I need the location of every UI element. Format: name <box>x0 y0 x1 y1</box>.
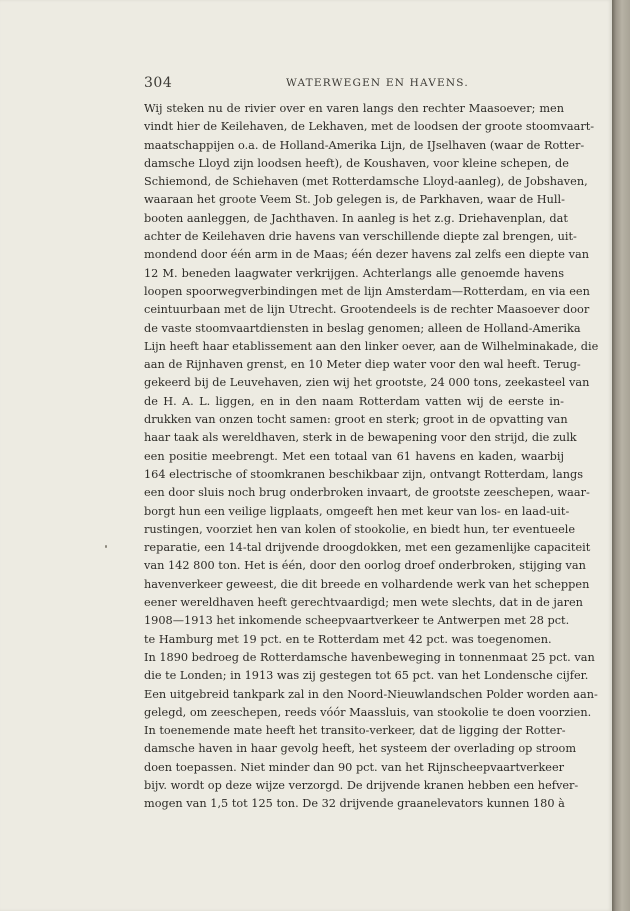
text-line: ceintuurbaan met de lijn Utrecht. Grootendeels is de rechter Maasoever door <box>144 303 590 317</box>
text-line: een door sluis noch brug onderbroken invaart, de grootste zeeschepen, waar- <box>144 486 590 500</box>
text-line: een positie meebrengt. Met een totaal van 61 havens en kaden, waarbij <box>144 449 564 463</box>
text-line: In toenemende mate heeft het transito-verkeer, dat de ligging der Rotter- <box>144 724 566 738</box>
text-line: mondend door één arm in de Maas; één dezer havens zal zelfs een diepte van <box>144 248 589 262</box>
text-line: gekeerd bij de Leuvehaven, zien wij het grootste, 24 000 tons, zeekasteel van <box>144 376 590 390</box>
text-line: te Hamburg met 19 pct. en te Rotterdam met 42 pct. was toegenomen. <box>144 632 552 646</box>
text-line: doen toepassen. Niet minder dan 90 pct. van het Rijnscheepvaartverkeer <box>144 760 565 774</box>
text-line: rustingen, voorziet hen van kolen of stookolie, en biedt hun, ter eventueele <box>144 522 576 536</box>
text-line: reparatie, een 14-tal drijvende droogdokken, met een gezamenlijke capaciteit <box>144 541 591 555</box>
book-spine-edge <box>612 0 630 911</box>
text-line: 164 electrische of stoomkranen beschikbaar zijn, ontvangt Rotterdam, langs <box>144 467 584 481</box>
text-line: eener wereldhaven heeft gerechtvaardigd; men wete slechts, dat in de jaren <box>144 596 583 610</box>
text-line: de vaste stoomvaartdiensten in beslag genomen; alleen de Holland-Amerika <box>144 321 581 335</box>
paper-speck <box>105 545 107 548</box>
text-line: maatschappijen o.a. de Holland-Amerika Lijn, de IJselhaven (waar de Rotter- <box>144 138 585 152</box>
text-line: mogen van 1,5 tot 125 ton. De 32 drijvende graanelevators kunnen 180 à <box>144 797 565 811</box>
text-line: gelegd, om zeeschepen, reeds vóór Maassluis, van stookolie te doen voorzien. <box>144 705 592 719</box>
page-number: 304 <box>144 75 173 91</box>
text-line: damsche Lloyd zijn loodsen heeft), de Koushaven, voor kleine schepen, de <box>144 156 569 170</box>
text-line: aan de Rijnhaven grenst, en 10 Meter diep water voor den wal heeft. Terug- <box>144 358 581 372</box>
text-line: bijv. wordt op deze wijze verzorgd. De drijvende kranen hebben een hefver- <box>144 778 579 792</box>
text-line: borgt hun een veilige ligplaats, omgeeft hen met keur van los- en laad-uit- <box>144 504 570 518</box>
running-head <box>144 75 564 93</box>
text-line: In 1890 bedroeg de Rotterdamsche havenbeweging in tonnenmaat 25 pct. van <box>144 650 595 664</box>
text-line: Schiemond, de Schiehaven (met Rotterdamsche Lloyd-aanleg), de Jobshaven, <box>144 175 588 189</box>
running-title: WATERWEGEN EN HAVENS. <box>286 77 469 89</box>
text-line: 1908—1913 het inkomende scheepvaartverkeer te Antwerpen met 28 pct. <box>144 614 570 628</box>
text-line: havenverkeer geweest, die dit breede en volhardende werk van het scheppen <box>144 577 590 591</box>
body-text <box>144 100 599 814</box>
text-line: achter de Keilehaven drie havens van verschillende diepte zal brengen, uit- <box>144 230 577 244</box>
text-line: damsche haven in haar gevolg heeft, het systeem der overlading op stroom <box>144 742 577 756</box>
text-line: vindt hier de Keilehaven, de Lekhaven, met de loodsen der groote stoomvaart- <box>144 120 595 134</box>
text-line: Lijn heeft haar etablissement aan den linker oever, aan de Wilhelminakade, die <box>144 339 599 353</box>
text-line: van 142 800 ton. Het is één, door den oorlog droef onderbroken, stijging van <box>144 559 586 573</box>
text-line: haar taak als wereldhaven, sterk in de bewapening voor den strijd, die zulk <box>144 431 577 445</box>
text-line: die te Londen; in 1913 was zij gestegen tot 65 pct. van het Londensche cijfer. <box>144 669 589 683</box>
text-line: loopen spoorwegverbindingen met de lijn Amsterdam—Rotterdam, en via een <box>144 284 590 298</box>
text-line: 12 M. beneden laagwater verkrijgen. Achterlangs alle genoemde havens <box>144 266 564 280</box>
text-line: waaraan het groote Veem St. Job gelegen is, de Parkhaven, waar de Hull- <box>144 193 565 207</box>
text-line: Wij steken nu de rivier over en varen langs den rechter Maasoever; men <box>144 102 564 115</box>
text-line: booten aanleggen, de Jachthaven. In aanleg is het z.g. Driehavenplan, dat <box>144 211 568 225</box>
text-line: drukken van onzen tocht samen: groot en sterk; groot in de opvatting van <box>144 413 568 427</box>
text-line: Een uitgebreid tankpark zal in den Noord-Nieuwlandschen Polder worden aan- <box>144 687 598 701</box>
text-line: de H. A. L. liggen, en in den naam Rotterdam vatten wij de eerste in- <box>144 394 564 408</box>
